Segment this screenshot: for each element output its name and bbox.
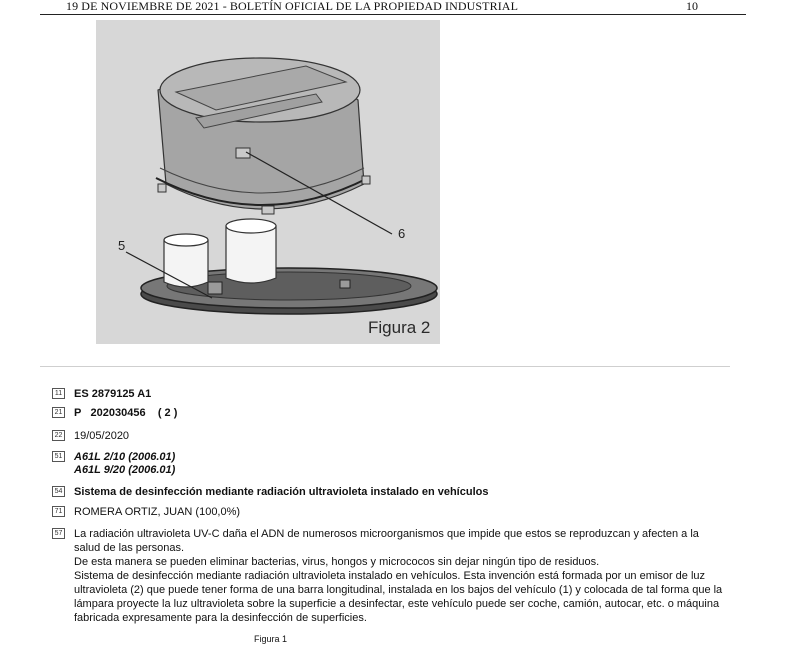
application-suffix: ( 2 ) bbox=[157, 407, 178, 419]
publication-number: ES 2879125 A1 bbox=[74, 388, 152, 400]
inid-code: 71 bbox=[52, 506, 65, 517]
applicant-entry bbox=[52, 505, 732, 519]
page-number: 10 bbox=[686, 0, 698, 13]
application-entry bbox=[52, 406, 732, 420]
figure-caption: Figura 2 bbox=[368, 318, 431, 337]
translucent-cover bbox=[156, 58, 370, 214]
section-divider bbox=[40, 366, 730, 367]
inid-code: 21 bbox=[52, 407, 65, 418]
publication-entry bbox=[52, 387, 732, 401]
callout-5: 5 bbox=[118, 238, 126, 253]
invention-title: Sistema de desinfección mediante radiación ultravioleta instalado en vehículos bbox=[74, 486, 489, 498]
filing-date-entry bbox=[52, 429, 732, 443]
inid-code: 54 bbox=[52, 486, 65, 497]
inid-code: 51 bbox=[52, 451, 65, 462]
filing-date: 19/05/2020 bbox=[74, 430, 130, 442]
ipc-classification-1: A61L 2/10 (2006.01) bbox=[74, 451, 176, 463]
application-number-value: 202030456 bbox=[90, 407, 146, 419]
abstract-paragraph-1: La radiación ultravioleta UV-C daña el ADN de numerosos microorganismos que impide que estos se reproduzcan y afecten a la salud de las personas. bbox=[74, 528, 699, 554]
patent-figure bbox=[96, 20, 440, 344]
inid-code: 11 bbox=[52, 388, 65, 399]
inid-code: 57 bbox=[52, 528, 65, 539]
figure-reference: Figura 1 bbox=[254, 634, 288, 644]
abstract-paragraph-2: De esta manera se pueden eliminar bacterias, virus, hongos y micrococos sin dejar ningún tipo de residuos. bbox=[74, 556, 600, 568]
figure-drawing bbox=[96, 20, 440, 344]
applicant-name: ROMERA ORTIZ, JUAN (100,0%) bbox=[74, 506, 241, 518]
callout-6: 6 bbox=[398, 226, 406, 241]
application-prefix: P bbox=[74, 407, 82, 419]
classification-entry bbox=[52, 450, 732, 478]
inid-code: 22 bbox=[52, 430, 65, 441]
ipc-classification-2: A61L 9/20 (2006.01) bbox=[74, 464, 176, 476]
abstract-paragraph-3: Sistema de desinfección mediante radiación ultravioleta instalado en vehículos. Esta invención está formada por un emisor de luz ultravioleta (2) que puede tener forma de una barra longitudinal, instalada en los bajos del vehículo (1) y colocada de tal forma que la lámpara proyecte la luz ultravioleta sobre la superficie a desinfectar, este vehículo puede ser coche, camión, autocar, etc. o máquina fabricada expresamente para la desinfección de superficies. bbox=[74, 570, 723, 624]
application-number bbox=[74, 406, 724, 420]
title-entry bbox=[52, 485, 732, 499]
page-header bbox=[40, 0, 746, 15]
bulletin-title: 19 DE NOVIEMBRE DE 2021 - BOLETÍN OFICIAL DE LA PROPIEDAD INDUSTRIAL bbox=[66, 0, 518, 13]
abstract-entry bbox=[52, 527, 732, 627]
abstract-text bbox=[74, 527, 724, 625]
